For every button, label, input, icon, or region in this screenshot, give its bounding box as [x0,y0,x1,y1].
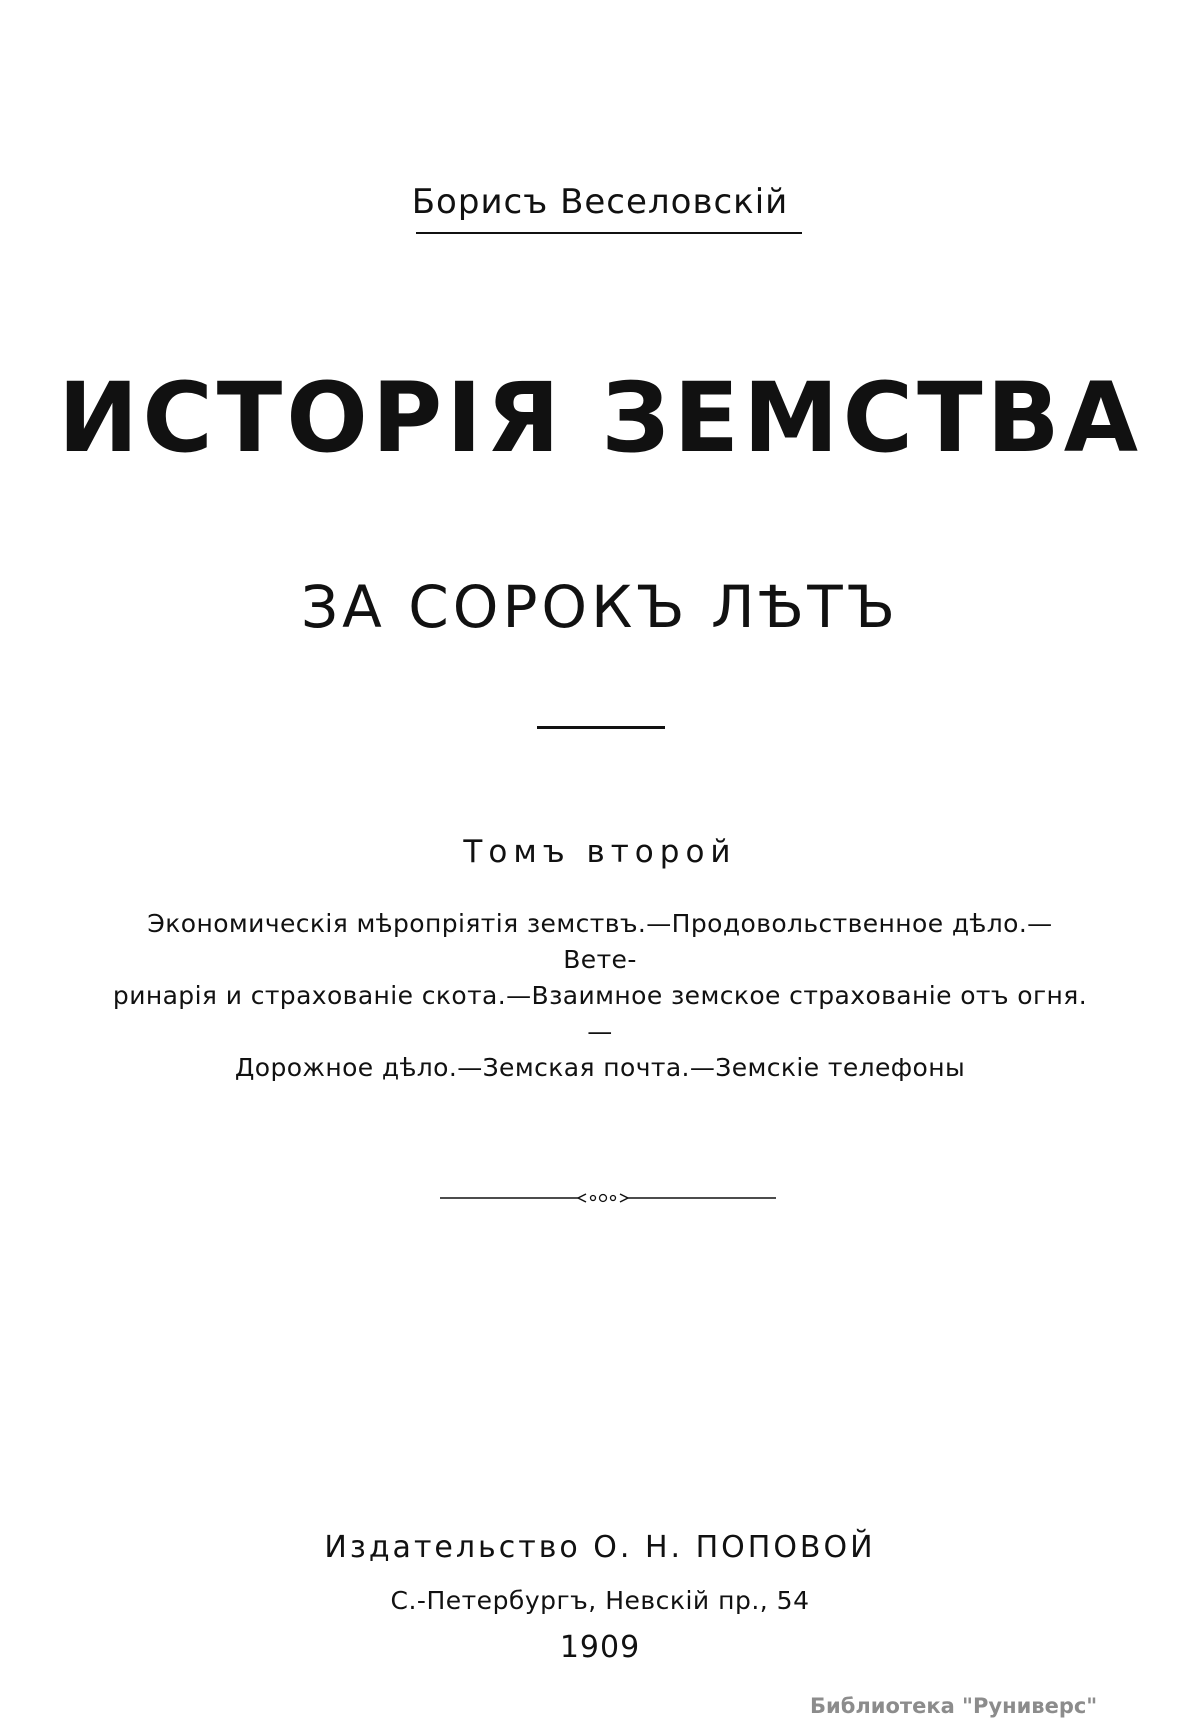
publication-year: 1909 [559,1630,641,1665]
volume-label: Томъ второй [463,834,737,870]
contents-summary [112,906,1088,1086]
library-watermark: Библиотека "Руниверс" [810,1694,1098,1718]
book-title: ИСТОРІЯ ЗЕМСТВА [57,362,1143,474]
ornament-divider [440,1188,776,1208]
contents-line: Экономическія мѣропріятія земствъ.—Продовольственное дѣло.—Вете- [147,909,1053,974]
contents-line: ринарія и страхованіе скота.—Взаимное земское страхованіе отъ огня.— [112,981,1088,1046]
publisher-address: С.-Петербургъ, Невскій пр., 54 [390,1586,810,1615]
divider-rule [537,726,665,729]
contents-line: Дорожное дѣло.—Земская почта.—Земскіе телефоны [234,1053,966,1082]
book-subtitle: ЗА СОРОКЪ ЛѢТЪ [301,573,899,641]
author-name: Борисъ Веселовскій [411,182,789,222]
publisher-name: Издательство О. Н. ПОПОВОЙ [324,1530,876,1565]
author-underline [416,232,802,234]
